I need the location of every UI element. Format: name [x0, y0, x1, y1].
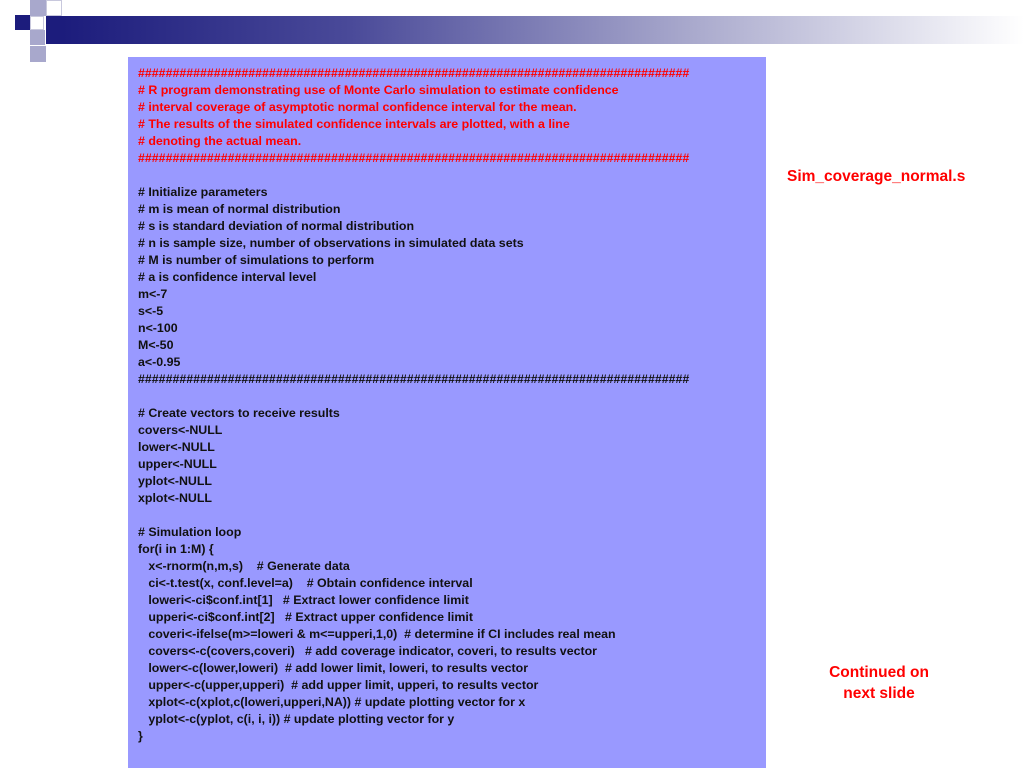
code-line: for(i in 1:M) {: [138, 542, 214, 556]
code-line: # Simulation loop: [138, 525, 242, 539]
code-line: xplot<-NULL: [138, 491, 212, 505]
code-line: [138, 388, 766, 405]
code-line: loweri<-ci$conf.int[1] # Extract lower confidence limit: [138, 593, 469, 607]
code-line: coveri<-ifelse(m>=loweri & m<=upperi,1,0) # determine if CI includes real mean: [138, 627, 616, 641]
code-line: # denoting the actual mean.: [138, 134, 302, 148]
slide-decoration: [0, 0, 1024, 64]
deco-square-light: [30, 30, 45, 45]
deco-square-white: [46, 0, 62, 16]
code-line: xplot<-c(xplot,c(loweri,upperi,NA)) # update plotting vector for x: [138, 695, 526, 709]
continued-line-1: Continued on: [829, 664, 929, 681]
code-line: ################################################################################: [138, 372, 690, 386]
code-line: a<-0.95: [138, 355, 181, 369]
code-line: # m is mean of normal distribution: [138, 202, 341, 216]
code-line: [138, 167, 766, 184]
filename-label: Sim_coverage_normal.s: [787, 168, 966, 185]
code-line: covers<-NULL: [138, 423, 223, 437]
deco-square-white: [30, 16, 44, 30]
code-line: # R program demonstrating use of Monte Carlo simulation to estimate confidence: [138, 83, 619, 97]
code-listing: [128, 57, 766, 768]
code-line: lower<-c(lower,loweri) # add lower limit, loweri, to results vector: [138, 661, 529, 675]
code-line: m<-7: [138, 287, 168, 301]
code-line: ci<-t.test(x, conf.level=a) # Obtain confidence interval: [138, 576, 473, 590]
code-line: s<-5: [138, 304, 164, 318]
code-line: M<-50: [138, 338, 174, 352]
code-line: [138, 507, 766, 524]
deco-square-dark: [46, 16, 62, 44]
title-gradient-bar: [62, 16, 1024, 44]
code-line: x<-rnorm(n,m,s) # Generate data: [138, 559, 350, 573]
code-line: # a is confidence interval level: [138, 270, 317, 284]
code-line: }: [138, 729, 143, 743]
code-line: lower<-NULL: [138, 440, 215, 454]
code-line: n<-100: [138, 321, 178, 335]
code-line: # Create vectors to receive results: [138, 406, 340, 420]
code-line: upperi<-ci$conf.int[2] # Extract upper confidence limit: [138, 610, 473, 624]
code-line: # The results of the simulated confidence intervals are plotted, with a line: [138, 117, 570, 131]
code-line: # s is standard deviation of normal distribution: [138, 219, 415, 233]
continued-line-2: next slide: [843, 685, 915, 702]
code-line: # M is number of simulations to perform: [138, 253, 375, 267]
code-line: yplot<-NULL: [138, 474, 212, 488]
continued-note: [800, 662, 958, 704]
code-line: upper<-NULL: [138, 457, 217, 471]
code-line: # Initialize parameters: [138, 185, 268, 199]
deco-square-dark: [15, 15, 30, 30]
code-line: ################################################################################: [138, 66, 690, 80]
deco-square-light: [30, 46, 46, 62]
code-line: upper<-c(upper,upperi) # add upper limit, upperi, to results vector: [138, 678, 539, 692]
deco-square-light: [30, 0, 46, 16]
code-line: covers<-c(covers,coveri) # add coverage indicator, coveri, to results vector: [138, 644, 597, 658]
code-line: ################################################################################: [138, 151, 690, 165]
code-line: yplot<-c(yplot, c(i, i, i)) # update plotting vector for y: [138, 712, 455, 726]
code-line: # n is sample size, number of observations in simulated data sets: [138, 236, 524, 250]
code-line: # interval coverage of asymptotic normal confidence interval for the mean.: [138, 100, 577, 114]
